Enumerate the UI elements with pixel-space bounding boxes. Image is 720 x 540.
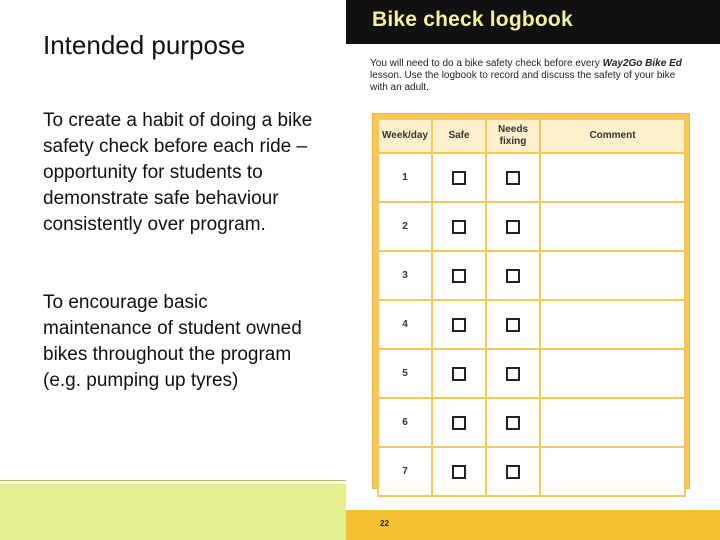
comment-cell[interactable]: [540, 398, 685, 447]
needs-fixing-cell: [486, 398, 540, 447]
needs-fixing-checkbox[interactable]: [506, 269, 520, 283]
safe-checkbox[interactable]: [452, 367, 466, 381]
safe-cell: [432, 202, 486, 251]
needs-fixing-cell: [486, 202, 540, 251]
row-day-label: 6: [378, 398, 432, 447]
needs-fixing-checkbox[interactable]: [506, 318, 520, 332]
footer-bar: [0, 484, 348, 540]
table-row: [378, 398, 685, 447]
logbook-title: Bike check logbook: [372, 8, 573, 31]
logbook-table-frame: [372, 113, 690, 489]
header-safe: Safe: [432, 119, 486, 153]
comment-cell[interactable]: [540, 251, 685, 300]
safe-checkbox[interactable]: [452, 220, 466, 234]
row-day-label: 1: [378, 153, 432, 202]
logbook-page: [346, 0, 720, 540]
comment-cell[interactable]: [540, 447, 685, 496]
safe-cell: [432, 349, 486, 398]
safe-checkbox[interactable]: [452, 416, 466, 430]
table-row: [378, 447, 685, 496]
safe-cell: [432, 300, 486, 349]
row-day-label: 4: [378, 300, 432, 349]
comment-cell[interactable]: [540, 300, 685, 349]
table-row: [378, 251, 685, 300]
comment-cell[interactable]: [540, 202, 685, 251]
table-header-row: [378, 119, 685, 153]
logbook-footer: [346, 510, 720, 540]
footer-divider: [0, 480, 348, 481]
needs-fixing-checkbox[interactable]: [506, 220, 520, 234]
header-comment: Comment: [540, 119, 685, 153]
intro-text-end: lesson. Use the logbook to record and discuss the safety of your bike with an adult.: [370, 70, 676, 93]
slide-title: Intended purpose: [43, 30, 246, 60]
needs-fixing-cell: [486, 153, 540, 202]
row-day-label: 7: [378, 447, 432, 496]
needs-fixing-checkbox[interactable]: [506, 465, 520, 479]
intro-program-name: Way2Go Bike Ed: [602, 58, 682, 69]
page-number: 22: [380, 519, 389, 528]
safe-cell: [432, 251, 486, 300]
safe-cell: [432, 447, 486, 496]
safe-cell: [432, 153, 486, 202]
safe-checkbox[interactable]: [452, 318, 466, 332]
table-row: [378, 300, 685, 349]
purpose-paragraph-habit: To create a habit of doing a bike safety check before each ride – opportunity for students to demonstrate safe behaviour consistently over program.: [43, 110, 313, 235]
needs-fixing-cell: [486, 349, 540, 398]
needs-fixing-checkbox[interactable]: [506, 171, 520, 185]
safe-checkbox[interactable]: [452, 171, 466, 185]
table-row: [378, 349, 685, 398]
header-week-day: Week/day: [378, 119, 432, 153]
purpose-paragraph-maintenance: To encourage basic maintenance of student owned bikes throughout the program (e.g. pumping up tyres): [43, 292, 302, 391]
safe-cell: [432, 398, 486, 447]
table-row: [378, 202, 685, 251]
intro-text-start: You will need to do a bike safety check before every: [370, 58, 603, 69]
table-row: [378, 153, 685, 202]
row-day-label: 5: [378, 349, 432, 398]
row-day-label: 2: [378, 202, 432, 251]
header-needs-fixing: Needs fixing: [486, 119, 540, 153]
needs-fixing-cell: [486, 251, 540, 300]
comment-cell[interactable]: [540, 153, 685, 202]
logbook-header: [346, 0, 720, 44]
needs-fixing-cell: [486, 300, 540, 349]
row-day-label: 3: [378, 251, 432, 300]
comment-cell[interactable]: [540, 349, 685, 398]
needs-fixing-checkbox[interactable]: [506, 367, 520, 381]
safe-checkbox[interactable]: [452, 269, 466, 283]
logbook-intro: [370, 58, 690, 94]
needs-fixing-cell: [486, 447, 540, 496]
needs-fixing-checkbox[interactable]: [506, 416, 520, 430]
logbook-table: [377, 118, 686, 497]
safe-checkbox[interactable]: [452, 465, 466, 479]
